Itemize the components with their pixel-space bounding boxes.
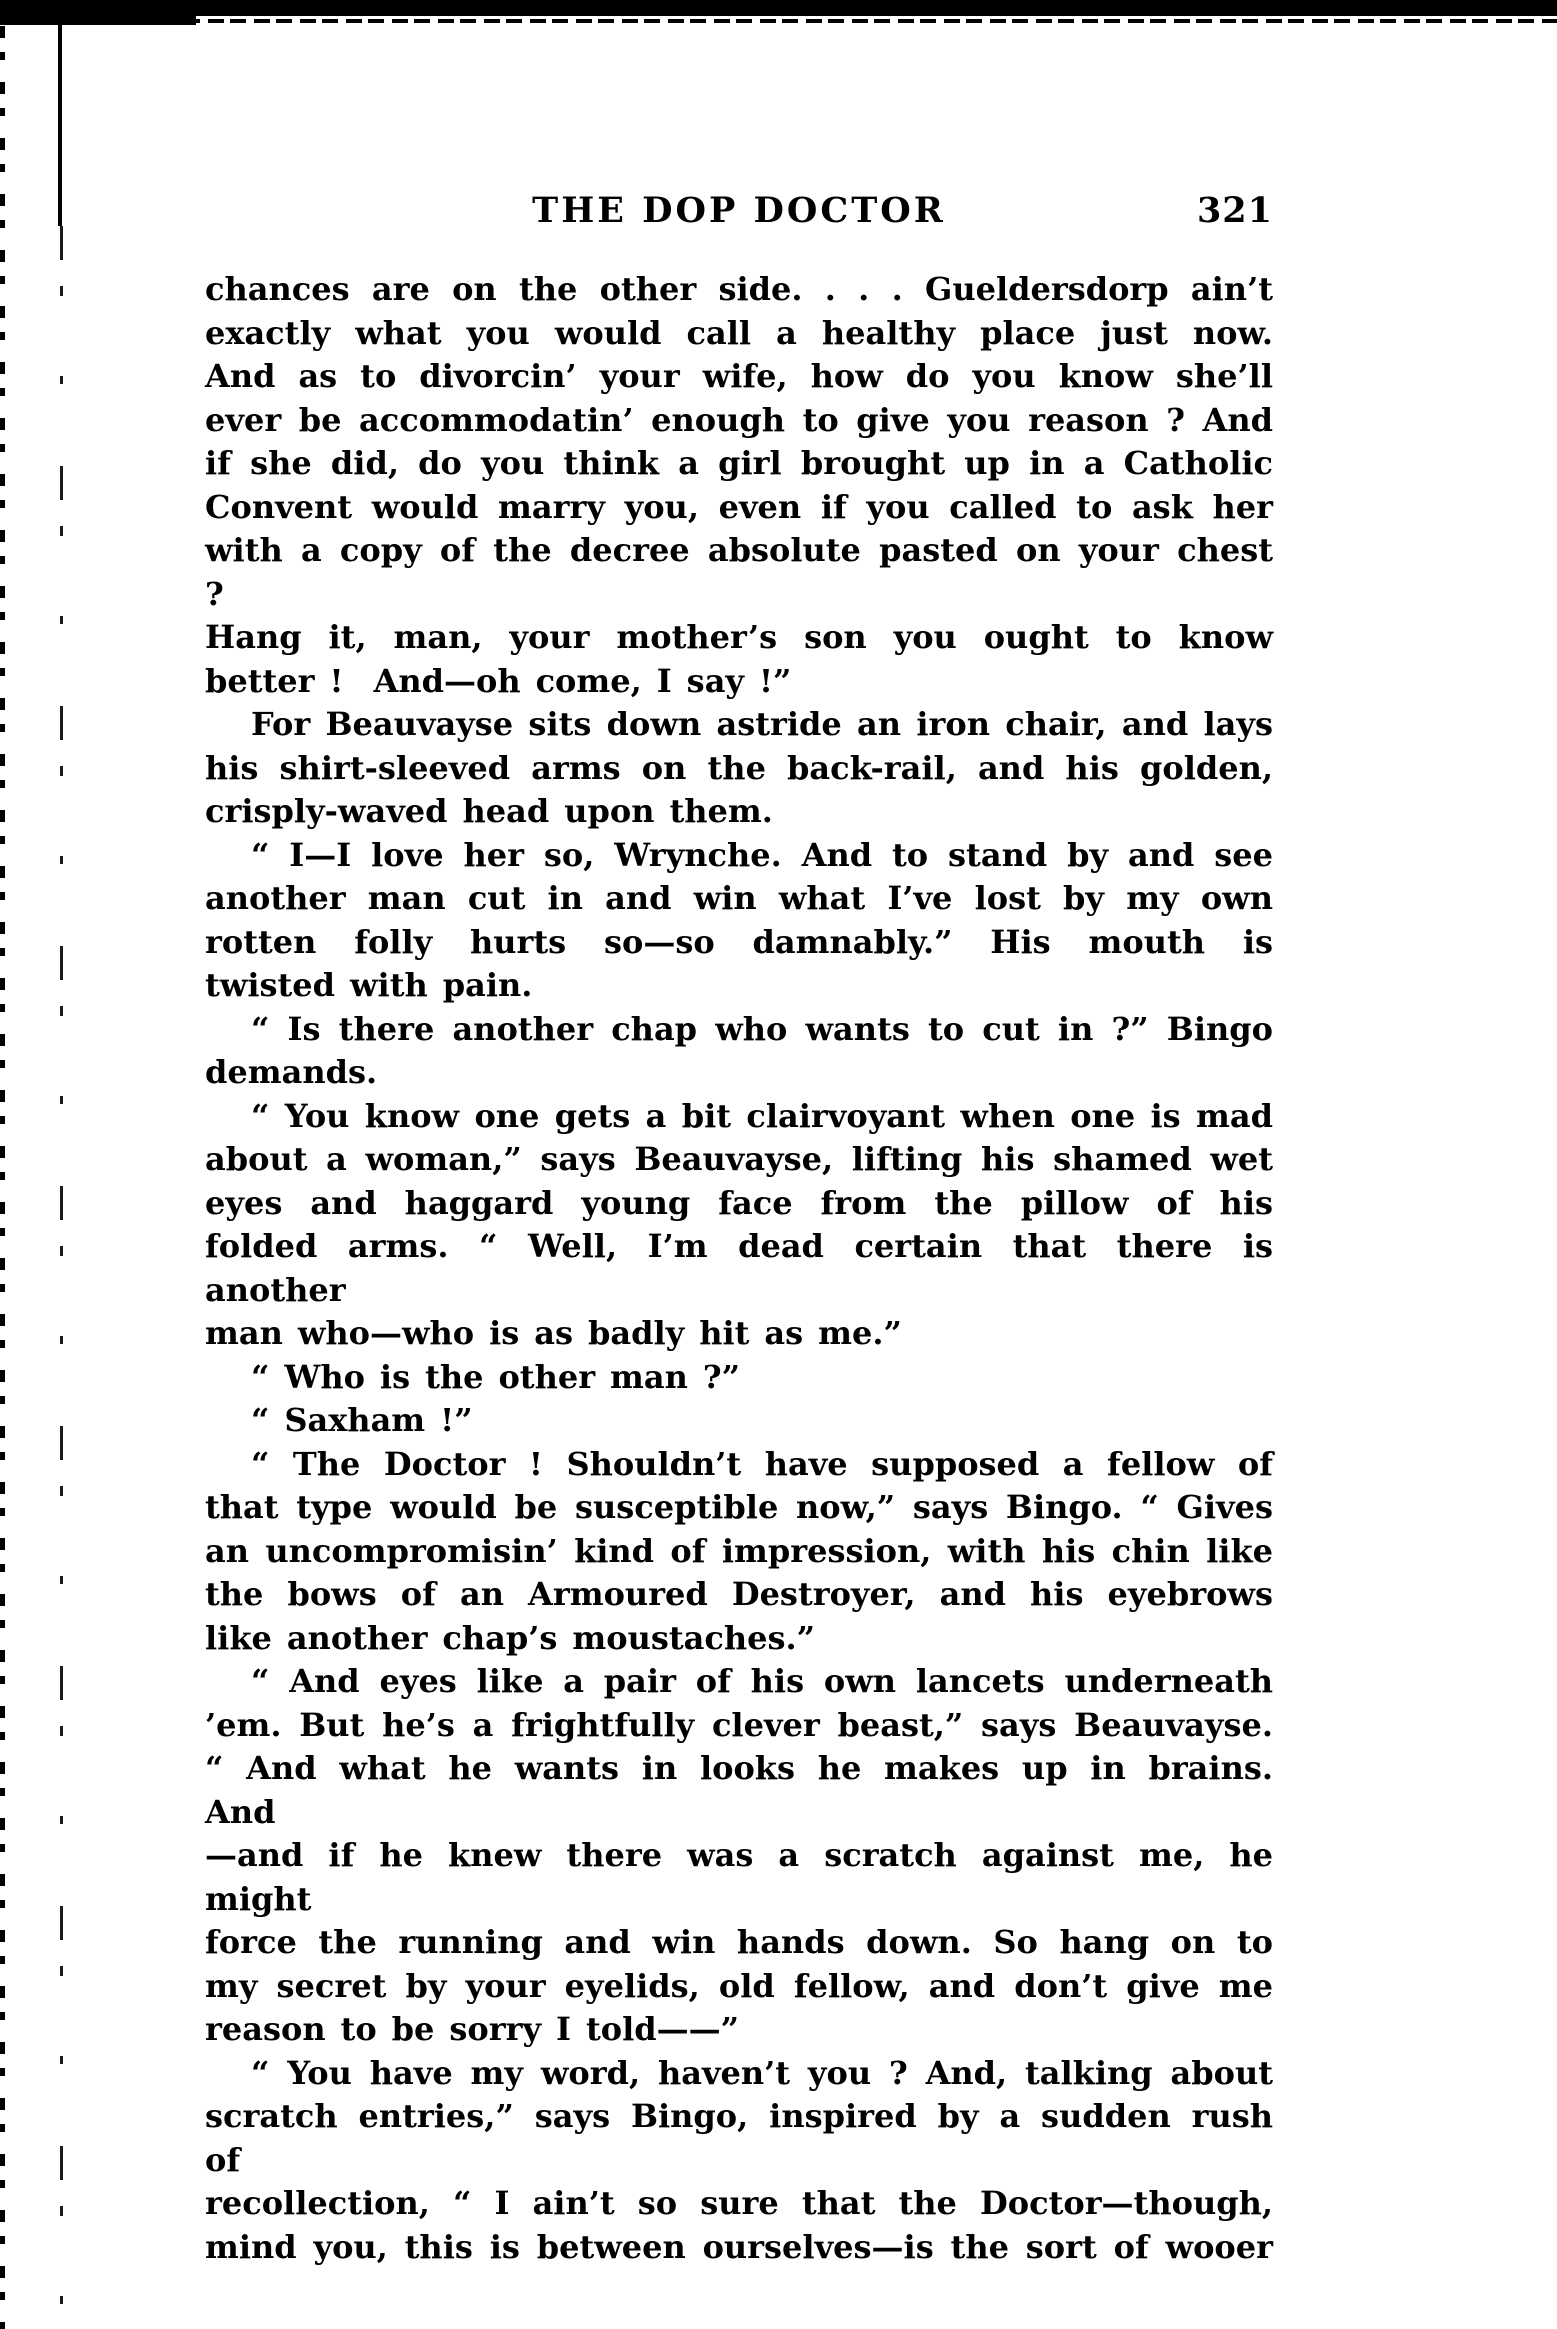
text-line: my secret by your eyelids, old fellow, and don’t give me <box>205 1966 1273 2005</box>
text-line: “ You have my word, haven’t you ? And, talking about <box>251 2053 1273 2092</box>
page-gutter-line <box>60 226 63 2329</box>
running-header <box>205 190 1273 236</box>
text-line: For Beauvayse sits down astride an iron chair, and lays <box>251 705 1273 743</box>
text-line: like another chap’s moustaches.” <box>205 1618 816 1657</box>
scan-edge-left <box>0 26 5 2329</box>
text-line: “ Saxham !” <box>251 1401 473 1439</box>
scan-edge-top-dashed-line <box>0 19 1557 23</box>
text-line: his shirt-sleeved arms on the back-rail, and his golden, <box>205 748 1273 787</box>
text-line: better ! And—oh come, I say !” <box>205 661 792 700</box>
text-line: man who—who is as badly hit as me.” <box>205 1314 902 1352</box>
text-line: crisply-waved head upon them. <box>205 792 773 830</box>
text-line: demands. <box>205 1053 378 1091</box>
text-line: that type would be susceptible now,” says Bingo. “ Gives <box>205 1488 1273 1526</box>
text-line: eyes and haggard young face from the pillow of his <box>205 1183 1273 1222</box>
text-line: rotten folly hurts so—so damnably.” His mouth is <box>205 922 1273 961</box>
running-header-title: THE DOP DOCTOR <box>532 190 946 231</box>
text-line: force the running and win hands down. So hang on to <box>205 1923 1273 1961</box>
text-line: another man cut in and win what I’ve lost by my own <box>205 879 1273 917</box>
text-line: an uncompromisin’ kind of impression, with his chin like <box>205 1531 1273 1570</box>
text-line: Convent would marry you, even if you called to ask her <box>205 487 1273 526</box>
page-number: 321 <box>1196 190 1273 231</box>
text-line: about a woman,” says Beauvayse, lifting his shamed wet <box>205 1140 1273 1178</box>
page-text <box>205 268 1273 2269</box>
text-line: folded arms. “ Well, I’m dead certain that there is another <box>205 1227 1273 1309</box>
text-line: mind you, this is between ourselves—is the sort of wooer <box>205 2227 1273 2266</box>
text-line: ever be accommodatin’ enough to give you reason ? And <box>205 400 1273 439</box>
text-line: “ The Doctor ! Shouldn’t have supposed a fellow of <box>251 1444 1273 1483</box>
text-line: Hang it, man, your mother’s son you ought to know <box>205 618 1273 656</box>
text-line: “ And what he wants in looks he makes up in brains. And <box>205 1749 1273 1831</box>
text-line: if she did, do you think a girl brought up in a Catholic <box>205 444 1273 482</box>
text-line: ’em. But he’s a frightfully clever beast,” says Beauvayse. <box>205 1705 1273 1744</box>
text-line: chances are on the other side. . . . Gueldersdorp ain’t <box>205 270 1273 308</box>
text-line: “ Who is the other man ?” <box>251 1357 741 1396</box>
scan-corner-blot <box>0 0 196 25</box>
text-line: reason to be sorry I told——” <box>205 2010 740 2048</box>
text-line: exactly what you would call a healthy place just now. <box>205 313 1273 352</box>
page-content <box>205 190 1273 2269</box>
text-line: “ You know one gets a bit clairvoyant when one is mad <box>251 1096 1273 1135</box>
scan-edge-top <box>0 0 1557 16</box>
text-line: “ And eyes like a pair of his own lancets underneath <box>251 1662 1273 1700</box>
text-line: recollection, “ I ain’t so sure that the Doctor—though, <box>205 2184 1273 2222</box>
page-gutter-line-top <box>58 16 62 226</box>
text-line: —and if he knew there was a scratch against me, he might <box>205 1836 1273 1918</box>
text-line: the bows of an Armoured Destroyer, and his eyebrows <box>205 1575 1273 1613</box>
text-line: “ I—I love her so, Wrynche. And to stand by and see <box>251 835 1273 874</box>
text-line: “ Is there another chap who wants to cut in ?” Bingo <box>251 1009 1273 1048</box>
text-line: scratch entries,” says Bingo, inspired by a sudden rush of <box>205 2097 1273 2179</box>
text-line: And as to divorcin’ your wife, how do you know she’ll <box>205 357 1273 395</box>
text-line: twisted with pain. <box>205 966 533 1004</box>
text-line: with a copy of the decree absolute pasted on your chest ? <box>205 531 1273 613</box>
